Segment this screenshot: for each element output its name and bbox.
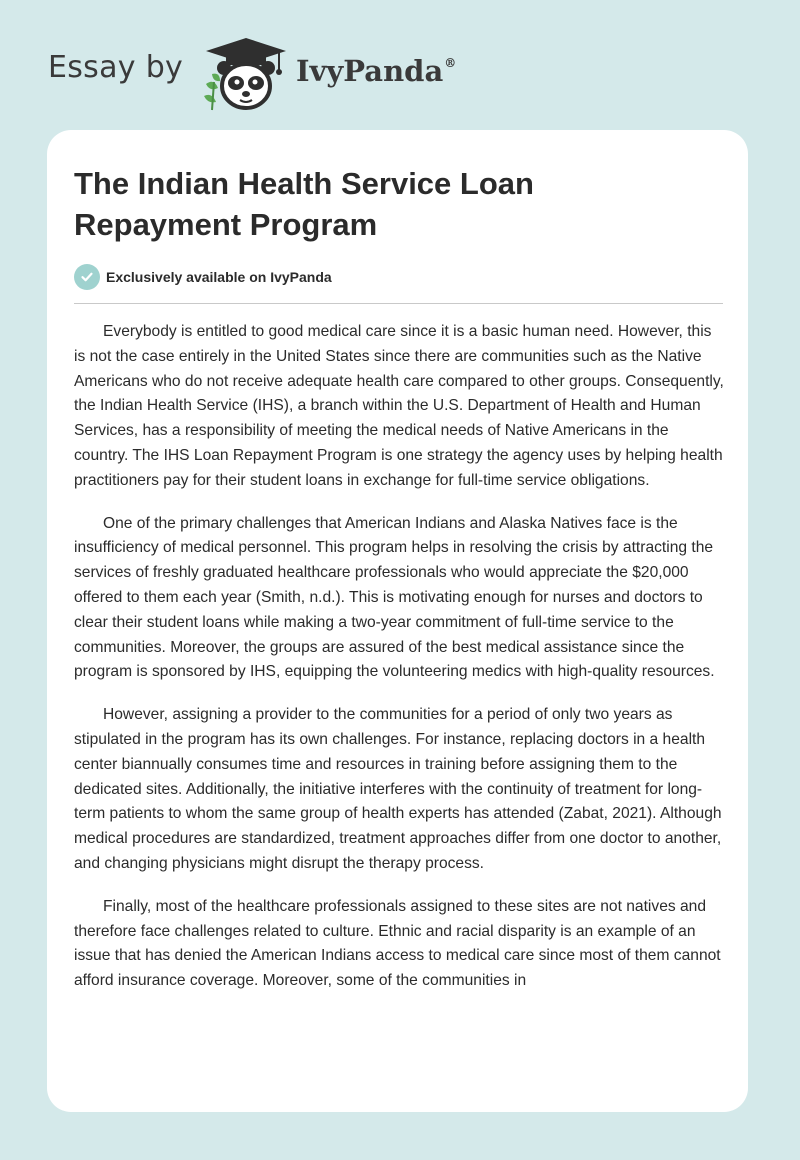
article-title: The Indian Health Service Loan Repayment Program bbox=[74, 166, 534, 242]
check-circle-icon bbox=[74, 264, 100, 290]
exclusive-badge bbox=[74, 264, 332, 290]
paragraph: Finally, most of the healthcare professionals assigned to these sites are not natives and therefore face challenges related to culture. Ethnic and racial disparity is an example of an issue that has denied the American Indians access to medical care since most of them cannot afford insurance coverage. Moreover, some of the communities in bbox=[74, 897, 721, 990]
registered-mark: ® bbox=[444, 56, 457, 70]
essay-by-label: Essay by bbox=[48, 50, 184, 85]
paragraph: However, assigning a provider to the communities for a period of only two years as stipulated in the program has its own challenges. For instance, replacing doctors in a health center biannually consumes time and resources in training before assigning them to the dedicated sites. Additionally, the initiative interferes with the continuity of treatment for long-term patients to whom the same group of health experts has attended (Zabat, 2021). Although medical procedures are standardized, treatment approaches differ from one doctor to another, and changing physicians might disrupt the therapy process. bbox=[74, 706, 722, 872]
site-header bbox=[0, 0, 800, 130]
brand-name[interactable] bbox=[296, 54, 456, 88]
title-divider bbox=[74, 303, 723, 304]
article-body bbox=[74, 320, 726, 1012]
paragraph: Everybody is entitled to good medical care since it is a basic human need. However, this is not the case entirely in the United States since there are communities such as the Native Americans who do not receive adequate health care compared to other groups. Consequently, the Indian Health Service (IHS), a branch within the U.S. Department of Health and Human Services, has a responsibility of meeting the medical needs of Native Americans in the country. The IHS Loan Repayment Program is one strategy the agency uses by helping health practitioners pay for their student loans in exchange for full-time service obligations. bbox=[74, 323, 724, 489]
brand-text: IvyPanda bbox=[296, 54, 444, 88]
exclusive-badge-label: Exclusively available on IvyPanda bbox=[106, 269, 332, 285]
panda-graduate-icon bbox=[200, 34, 292, 114]
paragraph: One of the primary challenges that American Indians and Alaska Natives face is the insufficiency of medical personnel. This program helps in resolving the crisis by attracting the services of freshly graduated healthcare professionals who would appreciate the $20,000 offered to them each year (Smith, n.d.). This is motivating enough for nurses and doctors to clear their student loans while making a two-year commitment of full-time service to the communities. Moreover, the groups are assured of the best medical assistance since the program is sponsored by IHS, equipping the volunteering medics with high-quality resources. bbox=[74, 514, 715, 681]
article-card bbox=[47, 130, 748, 1112]
